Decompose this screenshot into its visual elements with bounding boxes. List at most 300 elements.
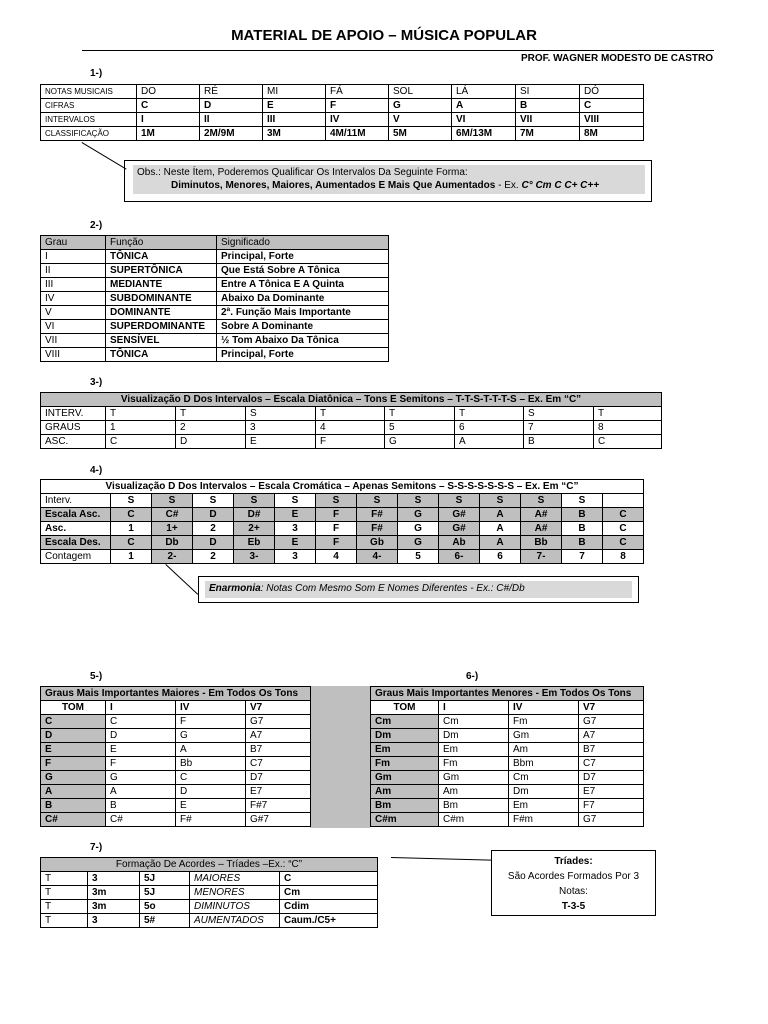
cell: T <box>176 407 246 421</box>
cell: D <box>41 729 106 743</box>
cell: G7 <box>246 715 311 729</box>
callout-line-2 <box>165 564 198 595</box>
cell: G# <box>439 508 480 522</box>
cell: 6 <box>480 550 521 564</box>
cell: Escala Asc. <box>41 508 111 522</box>
cell: Am <box>509 743 579 757</box>
section-4-label: 4-) <box>90 465 103 476</box>
cell: 6- <box>439 550 480 564</box>
cell: ½ Tom Abaixo Da Tônica <box>217 334 389 348</box>
cell: B <box>562 522 603 536</box>
cell: VII <box>516 113 580 127</box>
cell: Dm <box>509 785 579 799</box>
cell: T <box>41 872 88 886</box>
cell: 8 <box>603 550 644 564</box>
cell: Db <box>152 536 193 550</box>
table-row <box>41 799 311 813</box>
cell: C <box>106 435 176 449</box>
cell: C <box>111 536 152 550</box>
degrees-table <box>40 235 389 362</box>
cell: C# <box>41 813 106 827</box>
cell: C <box>603 522 644 536</box>
cell: D <box>176 435 246 449</box>
cell: D7 <box>246 771 311 785</box>
cell: C <box>106 715 176 729</box>
cell: A# <box>521 522 562 536</box>
table-row <box>41 550 644 564</box>
th-grau: Grau <box>41 236 106 250</box>
cell: B <box>41 799 106 813</box>
cell: G7 <box>579 813 644 827</box>
cell: C <box>603 536 644 550</box>
cell: Contagem <box>41 550 111 564</box>
cell: 3 <box>275 522 316 536</box>
cell: SUBDOMINANTE <box>106 292 217 306</box>
cell: T <box>385 407 455 421</box>
cell: 4- <box>357 550 398 564</box>
table-row <box>371 813 644 827</box>
cell: 7 <box>562 550 603 564</box>
cell: A <box>480 508 521 522</box>
cell: G <box>41 771 106 785</box>
cell: Am <box>371 785 439 799</box>
cell: S <box>357 494 398 508</box>
cell: DIMINUTOS <box>190 900 280 914</box>
cell: E <box>106 743 176 757</box>
table-row <box>41 85 644 99</box>
cell: VI <box>452 113 516 127</box>
table-row <box>41 743 311 757</box>
th-iv-m: IV <box>509 701 579 715</box>
table-row <box>41 872 378 886</box>
triads-table <box>40 857 378 928</box>
cell: VII <box>41 334 106 348</box>
cell: 2+ <box>234 522 275 536</box>
table-row <box>371 785 644 799</box>
cell: F <box>316 536 357 550</box>
cell: G# <box>439 522 480 536</box>
cell: 1 <box>111 550 152 564</box>
cell: C <box>176 771 246 785</box>
cell: Asc. <box>41 522 111 536</box>
cell: 7 <box>524 421 594 435</box>
section-3-label: 3-) <box>90 377 103 388</box>
cell: C <box>137 99 200 113</box>
table-row <box>41 729 311 743</box>
cell: 3- <box>234 550 275 564</box>
cell: S <box>111 494 152 508</box>
cell: INTERVALOS <box>41 113 137 127</box>
cell: S <box>234 494 275 508</box>
table-row <box>371 757 644 771</box>
cell: C <box>280 872 378 886</box>
cell: T <box>316 407 385 421</box>
cell: Dm <box>371 729 439 743</box>
cell: E <box>176 799 246 813</box>
section-1-label: 1-) <box>90 68 103 79</box>
th-i: I <box>106 701 176 715</box>
cell: 3 <box>275 550 316 564</box>
cell: Gb <box>357 536 398 550</box>
cell: A <box>455 435 524 449</box>
section-7-label: 7-) <box>90 842 103 853</box>
cell: CIFRAS <box>41 99 137 113</box>
cell: 1 <box>111 522 152 536</box>
cell: 4 <box>316 421 385 435</box>
table-row <box>41 886 378 900</box>
cell: INTERV. <box>41 407 106 421</box>
cell: 3 <box>88 914 140 928</box>
cell: S <box>480 494 521 508</box>
cell: T <box>594 407 662 421</box>
cell: G <box>385 435 455 449</box>
minor-title: Graus Mais Importantes Menores - Em Todos Os Tons <box>371 687 644 701</box>
cell: Bb <box>521 536 562 550</box>
cell: Caum./C5+ <box>280 914 378 928</box>
th-iv: IV <box>176 701 246 715</box>
cell: 2- <box>152 550 193 564</box>
cell: VIII <box>41 348 106 362</box>
cell: C#m <box>371 813 439 827</box>
cell: 5M <box>389 127 452 141</box>
cell: T <box>41 914 88 928</box>
cell: V <box>41 306 106 320</box>
th-tom: TOM <box>41 701 106 715</box>
cell: C# <box>152 508 193 522</box>
cell: Dm <box>439 729 509 743</box>
major-title: Graus Mais Importantes Maiores - Em Todos Os Tons <box>41 687 311 701</box>
cell: 7- <box>521 550 562 564</box>
cell: 2 <box>176 421 246 435</box>
table-row <box>41 113 644 127</box>
cell: Am <box>439 785 509 799</box>
cell: G <box>176 729 246 743</box>
cell: Gm <box>439 771 509 785</box>
cell: A <box>480 522 521 536</box>
cell: 3 <box>88 872 140 886</box>
notes-table <box>40 84 644 141</box>
table-row <box>371 799 644 813</box>
triades-line3: T-3-5 <box>561 901 586 912</box>
cell: 3m <box>88 900 140 914</box>
cell: 6M/13M <box>452 127 516 141</box>
cell: C <box>41 715 106 729</box>
cell: 2ª. Função Mais Importante <box>217 306 389 320</box>
callout-line <box>81 142 126 170</box>
cell: C <box>580 99 644 113</box>
table-row <box>41 508 644 522</box>
th-v7-m: V7 <box>579 701 644 715</box>
cell: C <box>111 508 152 522</box>
cell: 3 <box>246 421 316 435</box>
cell: A <box>41 785 106 799</box>
table-row <box>41 421 662 435</box>
cell: Principal, Forte <box>217 348 389 362</box>
cell: Bbm <box>509 757 579 771</box>
cell: 5J <box>140 886 190 900</box>
cell: T <box>41 886 88 900</box>
page-title: MATERIAL DE APOIO – MÚSICA POPULAR <box>231 27 537 44</box>
cell: S <box>524 407 594 421</box>
section-5-label: 5-) <box>90 671 103 682</box>
obs-example: C° Cm C C+ C++ <box>521 180 600 191</box>
cell: E7 <box>579 785 644 799</box>
cell: Em <box>439 743 509 757</box>
triades-line1: São Acordes Formados Por 3 <box>507 871 640 882</box>
cell: T <box>455 407 524 421</box>
table-row <box>41 785 311 799</box>
table-row <box>41 278 389 292</box>
cell: S <box>398 494 439 508</box>
cell: E7 <box>246 785 311 799</box>
cell: SENSÍVEL <box>106 334 217 348</box>
th-funcao: Função <box>106 236 217 250</box>
cell: S <box>246 407 316 421</box>
separator-column <box>310 686 370 828</box>
cell: F <box>316 435 385 449</box>
cell: IV <box>41 292 106 306</box>
cell: GRAUS <box>41 421 106 435</box>
cell: F# <box>176 813 246 827</box>
cell: Principal, Forte <box>217 250 389 264</box>
cell: MI <box>263 85 326 99</box>
cell: IV <box>326 113 389 127</box>
cell: F# <box>357 508 398 522</box>
triades-line2: Notas: <box>559 886 588 897</box>
cell: 7M <box>516 127 580 141</box>
obs-line2: Diminutos, Menores, Maiores, Aumentados E Mais Que Aumentados <box>171 180 496 191</box>
cell: Gm <box>371 771 439 785</box>
cell: C#m <box>439 813 509 827</box>
cell: G <box>106 771 176 785</box>
cell: SUPERDOMINANTE <box>106 320 217 334</box>
diatonic-title: Visualização D Dos Intervalos – Escala Diatônica – Tons E Semitons – T-T-S-T-T-T-S – Ex. Em “C” <box>41 393 662 407</box>
table-row <box>41 914 378 928</box>
cell: S <box>439 494 480 508</box>
cell: F <box>326 99 389 113</box>
cell: B7 <box>579 743 644 757</box>
cell: G <box>398 508 439 522</box>
cell: S <box>316 494 357 508</box>
cell: E <box>41 743 106 757</box>
cell: II <box>41 264 106 278</box>
table-row <box>41 813 311 827</box>
cell: A <box>106 785 176 799</box>
obs-line1: Obs.: Neste Ítem, Poderemos Qualificar Os Intervalos Da Seguinte Forma: <box>137 167 468 178</box>
table-row <box>41 757 311 771</box>
cell: MENORES <box>190 886 280 900</box>
cell: C7 <box>579 757 644 771</box>
cell: Fm <box>509 715 579 729</box>
th-significado: Significado <box>217 236 389 250</box>
cell: I <box>41 250 106 264</box>
table-row <box>41 264 389 278</box>
cell: Cm <box>439 715 509 729</box>
cell: TÔNICA <box>106 348 217 362</box>
cell: A <box>176 743 246 757</box>
cell: F <box>106 757 176 771</box>
cell: 5o <box>140 900 190 914</box>
cell: Ab <box>439 536 480 550</box>
cell: C <box>603 508 644 522</box>
cell: F <box>176 715 246 729</box>
table-row <box>41 536 644 550</box>
th-tom-m: TOM <box>371 701 439 715</box>
cell: E <box>275 508 316 522</box>
table-row <box>41 334 389 348</box>
cell: B <box>106 799 176 813</box>
table-row <box>41 435 662 449</box>
triades-box <box>491 850 656 916</box>
cell: C7 <box>246 757 311 771</box>
cell: F#m <box>509 813 579 827</box>
cell: Sobre A Dominante <box>217 320 389 334</box>
th-v7: V7 <box>246 701 311 715</box>
cell: F#7 <box>246 799 311 813</box>
cell: NOTAS MUSICAIS <box>41 85 137 99</box>
cell: Escala Des. <box>41 536 111 550</box>
cell: SUPERTÔNICA <box>106 264 217 278</box>
enarmonia-text: : Notas Com Mesmo Som E Nomes Diferentes - Ex.: C#/Db <box>260 583 525 594</box>
enarmonia-box <box>198 576 639 603</box>
table-row <box>371 743 644 757</box>
diatonic-table <box>40 392 662 449</box>
cell: Cm <box>509 771 579 785</box>
cell: Interv. <box>41 494 111 508</box>
cell: RÉ <box>200 85 263 99</box>
cell: 5# <box>140 914 190 928</box>
cell: MEDIANTE <box>106 278 217 292</box>
table-row <box>41 127 644 141</box>
cell: SI <box>516 85 580 99</box>
triades-connector <box>391 857 491 861</box>
cell: G <box>389 99 452 113</box>
major-degrees-table <box>40 686 311 827</box>
cell: D <box>106 729 176 743</box>
obs-box <box>124 160 652 202</box>
cell: 8 <box>594 421 662 435</box>
cell: 3m <box>88 886 140 900</box>
cell: S <box>562 494 603 508</box>
cell: A7 <box>579 729 644 743</box>
cell: 4M/11M <box>326 127 389 141</box>
table-row <box>41 99 644 113</box>
chromatic-table <box>40 479 644 564</box>
cell: Cm <box>371 715 439 729</box>
table-row <box>41 320 389 334</box>
cell: 2M/9M <box>200 127 263 141</box>
cell: Gm <box>509 729 579 743</box>
cell: III <box>263 113 326 127</box>
cell: DOMINANTE <box>106 306 217 320</box>
cell: F <box>316 522 357 536</box>
cell: I <box>137 113 200 127</box>
cell: II <box>200 113 263 127</box>
cell: LÁ <box>452 85 516 99</box>
cell: G <box>398 522 439 536</box>
cell: V <box>389 113 452 127</box>
cell: F7 <box>579 799 644 813</box>
cell: 2 <box>193 522 234 536</box>
cell: DÓ <box>580 85 644 99</box>
cell: F <box>41 757 106 771</box>
cell: B <box>524 435 594 449</box>
chromatic-title: Visualização D Dos Intervalos – Escala Cromática – Apenas Semitons – S-S-S-S-S-S-S – Ex. Em “C” <box>41 480 644 494</box>
cell <box>603 494 644 508</box>
table-row <box>41 250 389 264</box>
obs-inner <box>133 165 645 194</box>
table-row <box>41 494 644 508</box>
cell: E <box>275 536 316 550</box>
cell: S <box>275 494 316 508</box>
cell: VI <box>41 320 106 334</box>
cell: Que Está Sobre A Tônica <box>217 264 389 278</box>
cell: S <box>521 494 562 508</box>
cell: T <box>41 900 88 914</box>
cell: Bb <box>176 757 246 771</box>
cell: A# <box>521 508 562 522</box>
table-row <box>41 900 378 914</box>
cell: 5 <box>398 550 439 564</box>
cell: F <box>316 508 357 522</box>
cell: 3M <box>263 127 326 141</box>
cell: B <box>516 99 580 113</box>
cell: D <box>176 785 246 799</box>
cell: B <box>562 536 603 550</box>
cell: 8M <box>580 127 644 141</box>
table-row <box>41 292 389 306</box>
cell: B <box>562 508 603 522</box>
cell: C# <box>106 813 176 827</box>
cell: Abaixo Da Dominante <box>217 292 389 306</box>
cell: B7 <box>246 743 311 757</box>
table-row <box>371 771 644 785</box>
cell: C <box>594 435 662 449</box>
cell: D <box>193 508 234 522</box>
cell: G#7 <box>246 813 311 827</box>
cell: E <box>246 435 316 449</box>
cell: Eb <box>234 536 275 550</box>
triads-title: Formação De Acordes – Tríades –Ex.: “C” <box>41 858 378 872</box>
cell: S <box>193 494 234 508</box>
cell: Bm <box>439 799 509 813</box>
cell: CLASSIFICAÇÃO <box>41 127 137 141</box>
cell: D <box>200 99 263 113</box>
cell: MAIORES <box>190 872 280 886</box>
cell: Entre A Tônica E A Quinta <box>217 278 389 292</box>
table-row <box>41 522 644 536</box>
section-2-label: 2-) <box>90 220 103 231</box>
cell: Fm <box>439 757 509 771</box>
table-row <box>41 715 311 729</box>
minor-degrees-table <box>370 686 644 827</box>
cell: F# <box>357 522 398 536</box>
cell: Em <box>509 799 579 813</box>
obs-line2b: - Ex. <box>498 180 519 191</box>
cell: SOL <box>389 85 452 99</box>
cell: 2 <box>193 550 234 564</box>
cell: Cm <box>280 886 378 900</box>
cell: Cdim <box>280 900 378 914</box>
cell: DO <box>137 85 200 99</box>
cell: FÁ <box>326 85 389 99</box>
section-6-label: 6-) <box>466 671 479 682</box>
cell: AUMENTADOS <box>190 914 280 928</box>
cell: D7 <box>579 771 644 785</box>
cell: G <box>398 536 439 550</box>
cell: 4 <box>316 550 357 564</box>
cell: 6 <box>455 421 524 435</box>
